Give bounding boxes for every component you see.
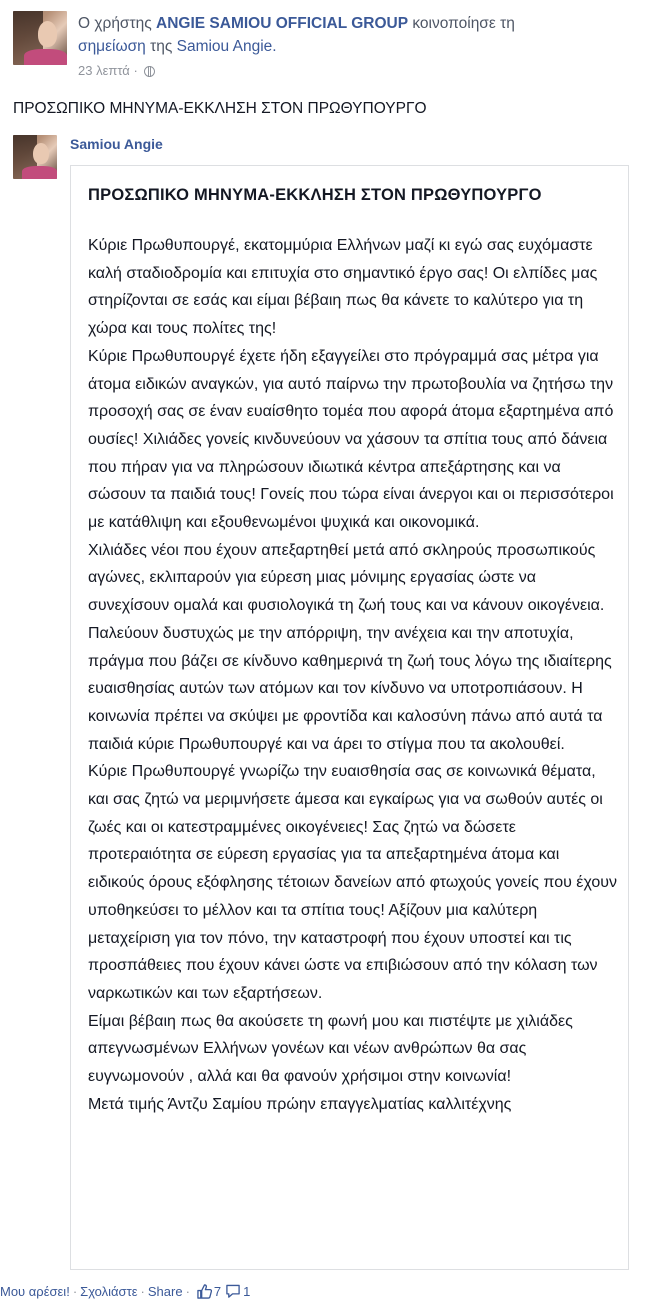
share-verb: κοινοποίησε τη [412,15,515,32]
thumbs-up-icon[interactable] [197,1284,212,1299]
note-title[interactable]: ΠΡΟΣΩΠΙΚΟ ΜΗΝΥΜΑ-ΕΚΚΛΗΣΗ ΣΤΟΝ ΠΡΩΘΥΠΟΥΡΓΟ [88,186,542,204]
note-paragraph: Κύριε Πρωθυπουργέ έχετε ήδη εξαγγείλει στο πρόγραμμά σας μέτρα για άτομα ειδικών αναγκών, για αυτό παίρνω την πρωτοβουλία να ζητήσω την προσοχή σας σε έναν ευαίσθητο τομέα που αφορά άτομα εξαρτημένα από ουσίες! Χιλιάδες γονείς κινδυνεύουν να χάσουν τα σπίτια τους από δάνεια που πήραν για να πληρώσουν ιδιωτικά κέντρα απεξάρτησης και να σώσουν τα παιδιά τους! Γονείς που τώρα είναι άνεργοι και οι περισσότεροι με κατάθλιψη και εξουθενωμένοι ψυχικά και οικονομικά. [88,347,614,532]
comment-link[interactable]: Σχολιάστε [80,1284,138,1299]
group-name-link[interactable]: ANGIE SAMIOU OFFICIAL GROUP [156,15,409,32]
share-prefix: Ο χρήστης [78,15,152,32]
sharer-avatar[interactable] [13,11,67,65]
note-paragraph: Μετά τιμής Άντζυ Σαμίου πρώην επαγγελματίας καλλιτέχνης [88,1095,512,1113]
author-name-link[interactable]: Samiou Angie [70,136,163,152]
share-header [78,12,618,58]
note-paragraph: Κύριε Πρωθυπουργέ γνωρίζω την ευαισθησία σας σε κοινωνικά θέματα, και σας ζητώ να μεριμνήσετε άμεσα και εγκαίρως για να σωθούν αυτές οι ζωές και οι κατεστραμμένες οικογένειες! Σας ζητώ να δώσετε προτεραιότητα σε εύρεση εργασίας για τα απεξαρτημένα άτομα και ειδικούς όρους εξόφλησης τέτοιων δανείων από φτωχούς γονείς που έχουν υποθηκεύσει το μέλλον και τα σπίτια τους! Αξίζουν μια καλύτερη μεταχείριση για τον πόνο, την καταστροφή που έχουν υποστεί και τις προσπάθειες που έχουν κάνει ώστε να επιβιώσουν από την κόλαση των ναρκωτικών και των εξαρτήσεων. [88,763,618,1002]
note-paragraph: Είμαι βέβαιη πως θα ακούσετε τη φωνή μου και πιστέψτε με χιλιάδες απεγνωσμένων Ελλήνων γονέων και νέων ανθρώπων θα σας ευγνωμονούν , αλλά και θα φανούν χρήσιμοι στην κοινωνία! [88,1012,573,1086]
note-paragraph: Χιλιάδες νέοι που έχουν απεξαρτηθεί μετά από σκληρούς προσωπικούς αγώνες, εκλιπαρούν για εύρεση μιας μόνιμης εργασίας ώστε να συνεχίσουν ομαλά και φυσιολογικά τη ζωή τους και να κάνουν οικογένεια. Παλεύουν δυστυχώς με την απόρριψη, την ανέχεια και την αποτυχία, πράγμα που βάζει σε κίνδυνο καθημερινά τη ζωή τους λόγω της ιδιαίτερης ευαισθησίας αυτών των ατόμων και τον κίνδυνο να υποτροπιάσουν. Η κοινωνία πρέπει να σκύψει με φροντίδα και καλοσύνη πάνω από αυτά τα παιδιά κύριε Πρωθυπουργέ και να άρει το στίγμα που τα ακολουθεί. [88,541,612,753]
meta-separator: · [133,63,138,78]
share-link[interactable]: Share [147,1284,183,1299]
note-body [88,232,618,1119]
author-link[interactable]: Samiou Angie. [176,38,277,55]
post-time[interactable]: 23 λεπτά [78,63,130,78]
globe-icon[interactable] [144,66,155,77]
action-separator: · [72,1284,78,1299]
like-link[interactable]: Μου αρέσει! [0,1284,70,1299]
action-separator: · [185,1284,190,1299]
action-bar [0,1284,250,1299]
note-card[interactable] [70,165,629,1270]
comments-count[interactable]: 1 [243,1284,251,1299]
note-link[interactable]: σημείωση [78,38,146,55]
likes-count[interactable]: 7 [213,1284,222,1299]
author-avatar[interactable] [13,135,57,179]
share-of: της [150,38,173,55]
post-meta [78,63,155,78]
status-text: ΠΡΟΣΩΠΙΚΟ ΜΗΝΥΜΑ-ΕΚΚΛΗΣΗ ΣΤΟΝ ΠΡΩΘΥΠΟΥΡΓΟ [13,100,427,117]
comment-icon[interactable] [225,1284,241,1299]
note-paragraph: Κύριε Πρωθυπουργέ, εκατομμύρια Ελλήνων μαζί κι εγώ σας ευχόμαστε καλή σταδιοδρομία και επιτυχία στο σημαντικό έργο σας! Οι ελπίδες μας στηρίζονται σε εσάς και είμαι βέβαιη πως θα κάνετε το καλύτερο για τη χώρα και τους πολίτες της! [88,237,598,338]
action-separator: · [140,1284,145,1299]
